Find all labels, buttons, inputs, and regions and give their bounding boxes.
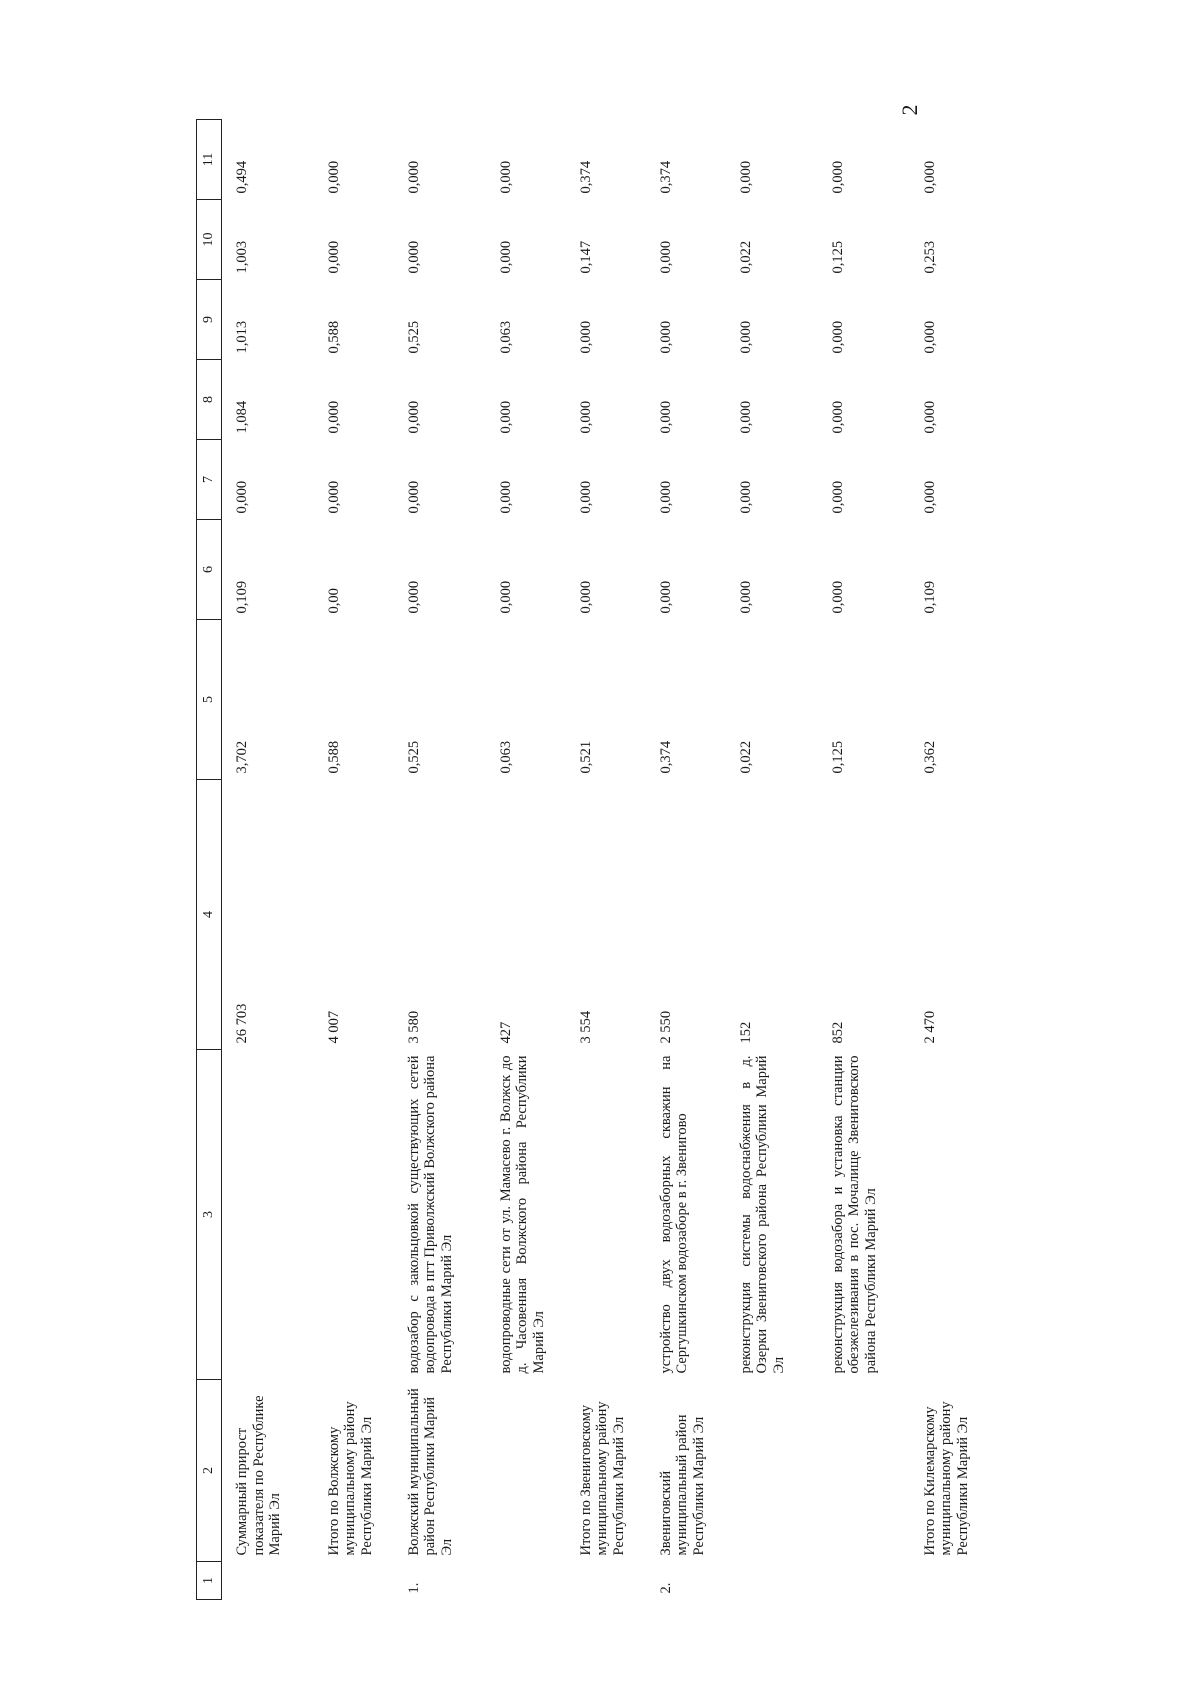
cell-col-9: 0,063 — [497, 320, 514, 354]
cell-col-9: 0,000 — [737, 320, 754, 354]
data-table — [196, 119, 990, 1600]
cell-col-10: 0,147 — [577, 240, 594, 274]
cell-col-7: 0,000 — [234, 480, 250, 514]
project-description: реконструкция водозабора и установка станции обезжелезивания в пос. Мочалище Звениговского района Республики Марий Эл — [829, 1055, 879, 1374]
cell-col-11: 0,000 — [497, 160, 514, 194]
project-description — [910, 1050, 990, 1380]
row-number — [818, 1562, 910, 1600]
cell-col-6: 0,000 — [737, 580, 754, 614]
cell-col-7: 0,000 — [577, 480, 594, 514]
project-description: водопроводные сети от ул. Мамасево г. Волжск до д. Часовенная Волжского района Республики Марий Эл — [497, 1055, 547, 1374]
table-row — [818, 120, 910, 1600]
cell-col-10: 1,003 — [234, 240, 250, 274]
cell-col-4: 26 703 — [234, 1003, 250, 1044]
column-header: 8 — [197, 360, 222, 440]
cell-col-5: 0,525 — [405, 740, 422, 774]
table-row — [646, 120, 726, 1600]
cell-col-8: 0,000 — [737, 400, 754, 434]
cell-col-11: 0,000 — [325, 160, 342, 194]
table-row — [726, 120, 818, 1600]
cell-col-4: 2 550 — [657, 1010, 674, 1044]
cell-col-9: 0,000 — [657, 320, 674, 354]
column-header: 5 — [197, 620, 222, 780]
cell-col-6: 0,00 — [325, 588, 342, 614]
cell-col-5: 0,588 — [325, 740, 342, 774]
rotated-page-content — [196, 120, 996, 1600]
row-number — [314, 1562, 394, 1600]
project-description — [566, 1050, 646, 1380]
column-header: 7 — [197, 440, 222, 520]
column-header: 1 — [197, 1562, 222, 1600]
cell-col-7: 0,000 — [405, 480, 422, 514]
cell-col-10: 0,253 — [921, 240, 938, 274]
cell-col-4: 2 470 — [921, 1010, 938, 1044]
cell-col-11: 0,000 — [737, 160, 754, 194]
cell-col-8: 0,000 — [577, 400, 594, 434]
cell-col-11: 0,000 — [405, 160, 422, 194]
project-description: водозабор с закольцовкой существующих сетей водопровода в пгт Приволжский Волжского района Республики Марий Эл — [405, 1055, 455, 1374]
cell-col-4: 4 007 — [325, 1010, 342, 1044]
column-number-header — [197, 120, 222, 1600]
cell-col-10: 0,000 — [497, 240, 514, 274]
municipality-name: Итого по Килемарскому муниципальному району Республики Марий Эл — [921, 1401, 971, 1556]
table-row — [910, 120, 990, 1600]
cell-col-11: 0,000 — [829, 160, 846, 194]
cell-col-8: 0,000 — [325, 400, 342, 434]
cell-col-7: 0,000 — [497, 480, 514, 514]
table-row — [566, 120, 646, 1600]
cell-col-4: 152 — [737, 1021, 754, 1044]
cell-col-5: 0,374 — [657, 740, 674, 774]
cell-col-6: 0,109 — [234, 580, 250, 614]
cell-col-7: 0,000 — [325, 480, 342, 514]
cell-col-10: 0,000 — [325, 240, 342, 274]
cell-col-7: 0,000 — [657, 480, 674, 514]
cell-col-9: 0,588 — [325, 320, 342, 354]
cell-col-8: 0,000 — [657, 400, 674, 434]
municipality-name: Итого по Звениговскому муниципальному району Республики Марий Эл — [577, 1401, 627, 1556]
table-row — [222, 120, 314, 1600]
cell-col-8: 0,000 — [497, 400, 514, 434]
cell-col-7: 0,000 — [829, 480, 846, 514]
row-number — [486, 1562, 566, 1600]
cell-col-8: 0,000 — [921, 400, 938, 434]
cell-col-11: 0,000 — [921, 160, 938, 194]
project-description — [314, 1050, 394, 1380]
cell-col-4: 3 554 — [577, 1010, 594, 1044]
cell-col-4: 852 — [829, 1021, 846, 1044]
cell-col-4: 427 — [497, 1021, 514, 1044]
cell-col-7: 0,000 — [737, 480, 754, 514]
cell-col-4: 3 580 — [405, 1010, 422, 1044]
cell-col-10: 0,022 — [737, 240, 754, 274]
row-number: 2. — [657, 1582, 674, 1594]
cell-col-10: 0,000 — [405, 240, 422, 274]
cell-col-11: 0,374 — [657, 160, 674, 194]
cell-col-6: 0,000 — [829, 580, 846, 614]
project-description: устройство двух водозаборных скважин на Сергушкинском водозаборе в г. Звенигово — [657, 1055, 691, 1374]
cell-col-9: 1,013 — [234, 320, 250, 354]
cell-col-5: 0,362 — [921, 740, 938, 774]
cell-col-6: 0,000 — [577, 580, 594, 614]
municipality-name: Суммарный прирост показателя по Республике Марий Эл — [234, 1395, 284, 1556]
row-number — [222, 1562, 314, 1600]
cell-col-10: 0,125 — [829, 240, 846, 274]
column-header: 10 — [197, 200, 222, 280]
cell-col-8: 0,000 — [829, 400, 846, 434]
table-row — [394, 120, 486, 1600]
cell-col-5: 0,125 — [829, 740, 846, 774]
row-number — [726, 1562, 818, 1600]
row-number: 1. — [405, 1582, 422, 1594]
municipality-name: Итого по Волжскому муниципальному району Республики Марий Эл — [325, 1401, 375, 1556]
row-number — [566, 1562, 646, 1600]
cell-col-5: 0,063 — [497, 740, 514, 774]
cell-col-6: 0,000 — [657, 580, 674, 614]
row-number — [910, 1562, 990, 1600]
cell-col-5: 0,022 — [737, 740, 754, 774]
cell-col-7: 0,000 — [921, 480, 938, 514]
municipality-name — [726, 1380, 818, 1562]
page-number: 2 — [897, 104, 922, 116]
cell-col-8: 1,084 — [234, 400, 250, 434]
municipality-name: Звениговский муниципальный район Республики Марий Эл — [657, 1414, 707, 1556]
municipality-name — [486, 1380, 566, 1562]
municipality-name: Волжский муниципальный район Республики Марий Эл — [405, 1388, 455, 1556]
cell-col-6: 0,000 — [405, 580, 422, 614]
municipality-name — [818, 1380, 910, 1562]
cell-col-5: 3,702 — [234, 740, 250, 774]
cell-col-6: 0,109 — [921, 580, 938, 614]
table-row — [486, 120, 566, 1600]
cell-col-6: 0,000 — [497, 580, 514, 614]
column-header: 11 — [197, 120, 222, 200]
project-description: реконструкция системы водоснабжения в д. Озерки Звениговского района Республики Марий Эл — [737, 1055, 787, 1374]
cell-col-9: 0,000 — [829, 320, 846, 354]
cell-col-11: 0,494 — [234, 160, 250, 194]
column-header: 9 — [197, 280, 222, 360]
cell-col-11: 0,374 — [577, 160, 594, 194]
cell-col-5: 0,521 — [577, 740, 594, 774]
column-header: 3 — [197, 1050, 222, 1380]
table-row — [314, 120, 394, 1600]
cell-col-10: 0,000 — [657, 240, 674, 274]
cell-col-8: 0,000 — [405, 400, 422, 434]
column-header: 2 — [197, 1380, 222, 1562]
cell-col-9: 0,525 — [405, 320, 422, 354]
column-header: 4 — [197, 780, 222, 1050]
column-header: 6 — [197, 520, 222, 620]
cell-col-9: 0,000 — [577, 320, 594, 354]
project-description — [222, 1050, 314, 1380]
cell-col-9: 0,000 — [921, 320, 938, 354]
